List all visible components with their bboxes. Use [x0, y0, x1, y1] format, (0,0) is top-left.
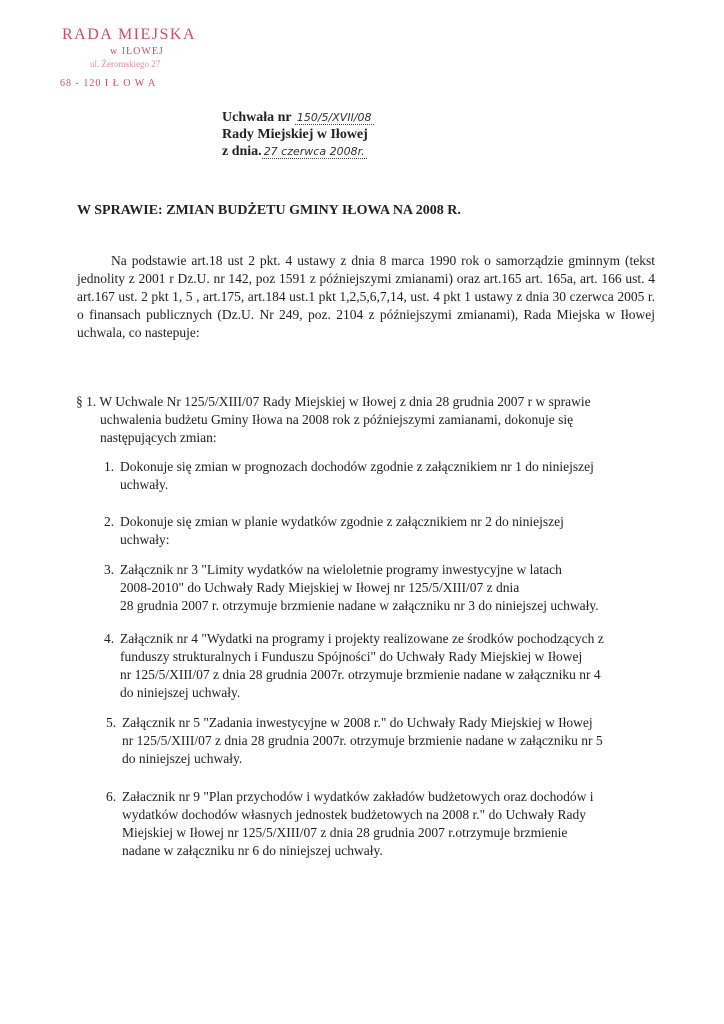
- list-item-line: Dokonuje się zmian w prognozach dochodów zgodnie z załącznikiem nr 1 do niniejszej: [120, 459, 594, 474]
- list-item-line: Załącznik nr 5 "Zadania inwestycyjne w 2008 r." do Uchwały Rady Miejskiej w Iłowej: [122, 715, 593, 730]
- resolution-heading: [222, 109, 374, 160]
- list-item-line: nadane w załączniku nr 6 do niniejszej uchwały.: [122, 843, 383, 858]
- stamp-line-3: ul. Żeromskiego 27: [90, 59, 161, 69]
- list-item-line: funduszy strukturalnych i Funduszu Spójności" do Uchwały Rady Miejskiej w Iłowej: [120, 649, 583, 664]
- council-name: Rady Miejskiej w Iłowej: [222, 127, 368, 142]
- list-item-line: nr 125/5/XIII/07 z dnia 28 grudnia 2007r. otrzymuje brzmienie nadane w załączniku nr 5: [122, 733, 603, 748]
- list-item-line: Załacznik nr 9 "Plan przychodów i wydatków zakładów budżetowych oraz dochodów i: [122, 789, 594, 804]
- list-item-line: Miejskiej w Iłowej nr 125/5/XIII/07 z dnia 28 grudnia 2007 r.otrzymuje brzmienie: [122, 825, 568, 840]
- date-value: 27 czerwca 2008r.: [263, 145, 365, 158]
- resolution-date-line: [222, 143, 374, 160]
- date-label: z dnia.: [222, 144, 262, 159]
- section-1: [76, 393, 656, 447]
- list-item-text: [120, 630, 660, 702]
- list-item-line: uchwały:: [120, 532, 170, 547]
- list-item-number: 1.: [104, 459, 115, 474]
- resolution-label: Uchwała nr: [222, 110, 292, 125]
- list-item-number: 4.: [104, 631, 115, 646]
- legal-basis-paragraph: Na podstawie art.18 ust 2 pkt. 4 ustawy z dnia 8 marca 1990 rok o samorządzie gminnym (tekst jednolity z 2001 r Dz.U. nr 142, poz 1591 z późniejszymi zmianami) oraz art.165 art. 165a, art. 166 ust. 4 art.167 ust. 2 pkt 1, 5 , art.175, art.184 ust.1 pkt 1,2,5,6,7,14, ust. 4 pkt 1 ustawy z dnia 30 czerwca 2005 r. o finansach publicznych (Dz.U. Nr 249, poz. 2104 z późniejszymi zmianami), Rada Miejska w Iłowej uchwala, co nastepuje:: [77, 253, 655, 340]
- resolution-number: 150/5/XVII/08: [296, 111, 372, 124]
- list-item-line: Dokonuje się zmian w planie wydatków zgodnie z załącznikiem nr 2 do niniejszej: [120, 514, 564, 529]
- list-item-line: 28 grudnia 2007 r. otrzymuje brzmienie nadane w załączniku nr 3 do niniejszej uchwały.: [120, 598, 599, 613]
- section-1-line-1: § 1. W Uchwale Nr 125/5/XIII/07 Rady Miejskiej w Iłowej z dnia 28 grudnia 2007 r w sprawie: [76, 394, 591, 409]
- list-item-line: 2008-2010" do Uchwały Rady Miejskiej w Iłowej nr 125/5/XIII/07 z dnia: [120, 580, 520, 595]
- list-item-text: [120, 561, 660, 615]
- stamp-line-1: RADA MIEJSKA: [62, 26, 197, 43]
- list-item-text: [120, 513, 660, 549]
- section-1-line-2: uchwalenia budżetu Gminy Iłowa na 2008 rok z późniejszymi zamianami, dokonuje się: [100, 412, 574, 427]
- list-item-number: 3.: [104, 562, 115, 577]
- section-1-line-3: następujących zmian:: [100, 430, 217, 445]
- resolution-number-line: [222, 109, 374, 126]
- list-item-line: uchwały.: [120, 477, 169, 492]
- list-item-line: Załącznik nr 3 "Limity wydatków na wieloletnie programy inwestycyjne w latach: [120, 562, 562, 577]
- list-item-text: [120, 458, 660, 494]
- document-subject: W SPRAWIE: ZMIAN BUDŻETU GMINY IŁOWA NA 2008 R.: [77, 203, 461, 218]
- stamp-line-2: w IŁOWEJ: [110, 46, 164, 57]
- list-item-line: do niniejszej uchwały.: [120, 685, 241, 700]
- list-item-line: nr 125/5/XIII/07 z dnia 28 grudnia 2007r. otrzymuje brzmienie nadane w załączniku nr 4: [120, 667, 601, 682]
- list-item-number: 2.: [104, 514, 115, 529]
- list-item-text: [122, 788, 662, 860]
- list-item-line: wydatków dochodów własnych jednostek budżetowych na 2008 r." do Uchwały Rady: [122, 807, 587, 822]
- stamp-line-4: 68 - 120 I Ł O W A: [60, 78, 157, 89]
- list-item-line: Załącznik nr 4 "Wydatki na programy i projekty realizowane ze środków pochodzących z: [120, 631, 604, 646]
- list-item-line: do niniejszej uchwały.: [122, 751, 243, 766]
- list-item-text: [122, 714, 662, 768]
- list-item-number: 5.: [106, 715, 117, 730]
- list-item-number: 6.: [106, 789, 117, 804]
